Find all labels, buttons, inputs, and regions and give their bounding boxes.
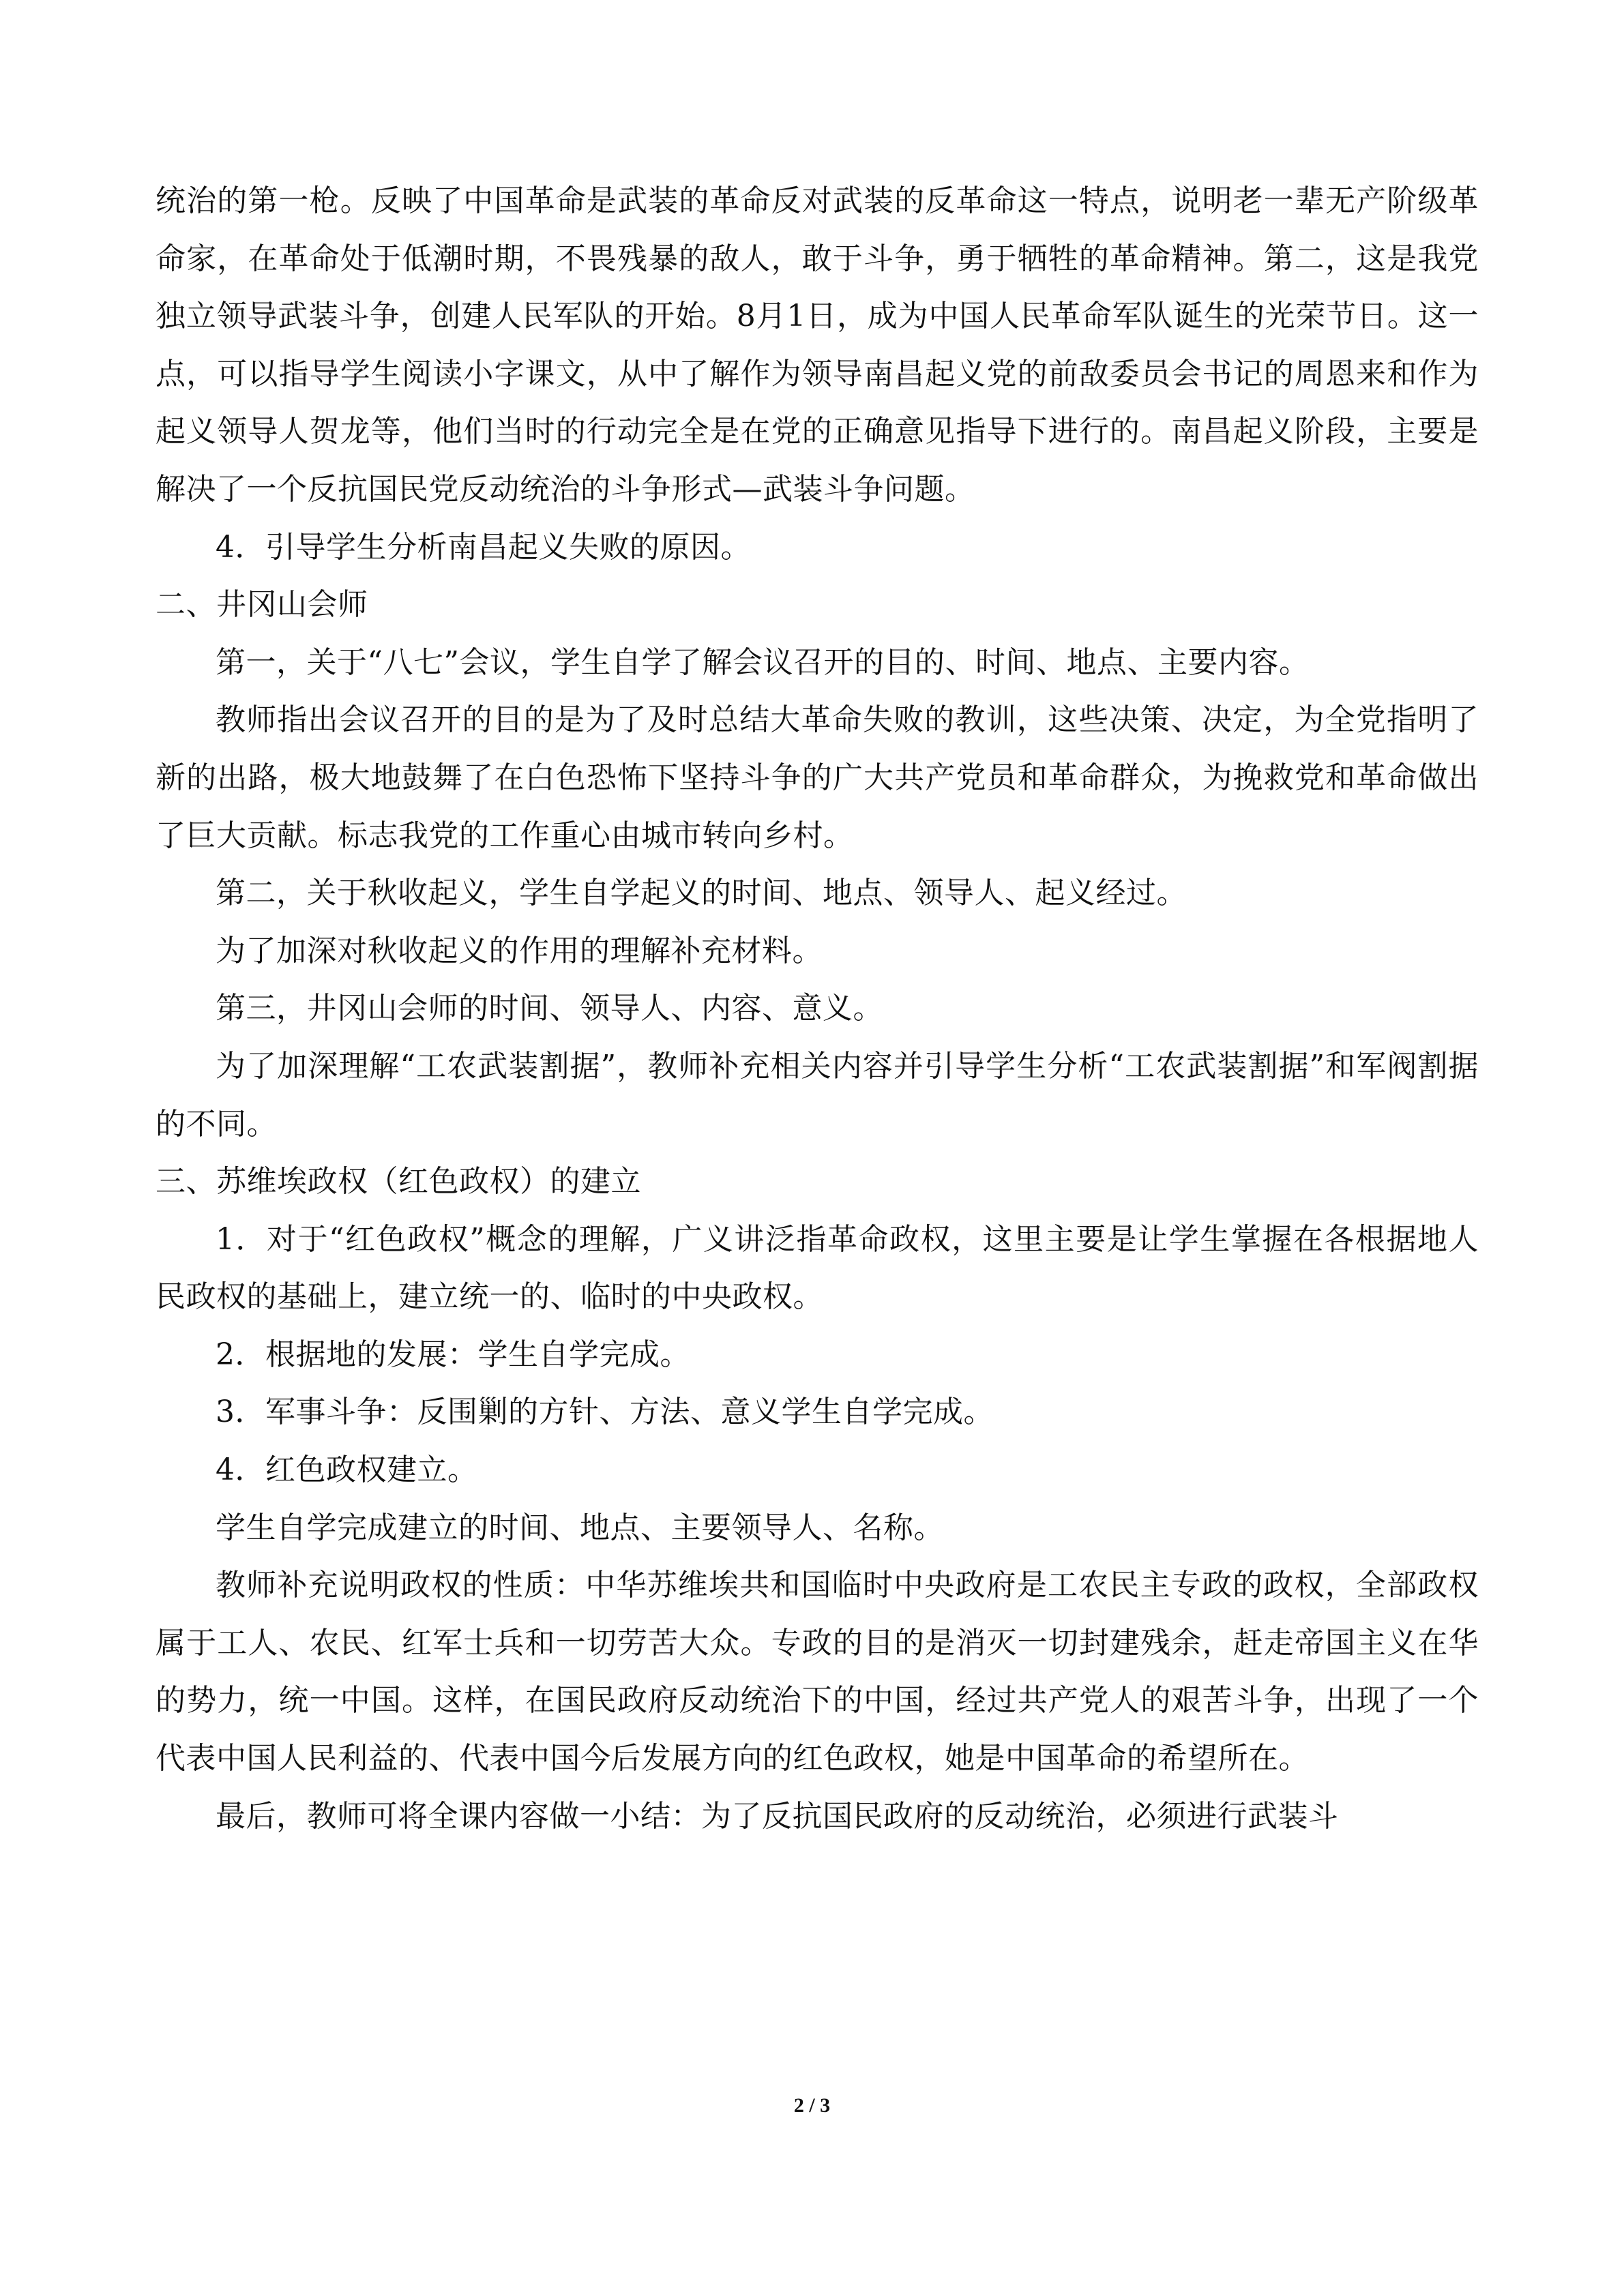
paragraph-nanchang-significance: 统治的第一枪。反映了中国革命是武装的革命反对武装的反革命这一特点，说明老一辈无产阶级革命家，在革命处于低潮时期，不畏残暴的敌人，敢于斗争，勇于牺牲的革命精神。第二，这是我党独立领导武装斗争，创建人民军队的开始。8月1日，成为中国人民革命军队诞生的光荣节日。这一点，可以指导学生阅读小字课文，从中了解作为领导南昌起义党的前敌委员会书记的周恩来和作为起义领导人贺龙等，他们当时的行动完全是在党的正确意见指导下进行的。南昌起义阶段，主要是解决了一个反抗国民党反动统治的斗争形式—武装斗争问题。 [156, 183, 1479, 507]
paragraph-lesson-summary: 最后，教师可将全课内容做一小结：为了反抗国民政府的反动统治，必须进行武装斗 [216, 1798, 1339, 1834]
section-heading-soviet-regime: 三、苏维埃政权（红色政权）的建立 [156, 1164, 641, 1199]
paragraph-autumn-harvest-uprising: 第二，关于秋收起义，学生自学起义的时间、地点、领导人、起义经过。 [216, 876, 1187, 911]
paragraph-meeting-purpose: 教师指出会议召开的目的是为了及时总结大革命失败的教训，这些决策、决定，为全党指明了新的出路，极大地鼓舞了在白色恐怖下坚持斗争的广大共产党员和革命群众，为挽救党和革命做出了巨大贡献。标志我党的工作重心由城市转向乡村。 [156, 702, 1479, 853]
paragraph-supplementary-material: 为了加深对秋收起义的作用的理解补充材料。 [216, 933, 823, 968]
section-heading-jinggangshan: 二、井冈山会师 [156, 587, 368, 623]
paragraph-red-regime-established: 4．红色政权建立。 [216, 1452, 478, 1488]
paragraph-nanchang-failure: 4．引导学生分析南昌起义失败的原因。 [216, 529, 751, 565]
paragraph-jinggangshan-meeting: 第三，井冈山会师的时间、领导人、内容、意义。 [216, 991, 883, 1026]
page-number: 2 / 3 [793, 2094, 831, 2117]
paragraph-red-regime-concept: 1．对于“红色政权”概念的理解，广义讲泛指革命政权，这里主要是让学生掌握在各根据地人民政权的基础上，建立统一的、临时的中央政权。 [156, 1221, 1479, 1315]
paragraph-armed-separatism: 为了加深理解“工农武装割据”，教师补充相关内容并引导学生分析“工农武装割据”和军阀割据的不同。 [156, 1048, 1479, 1142]
document-body [156, 173, 1479, 1845]
paragraph-base-development: 2．根据地的发展：学生自学完成。 [216, 1337, 690, 1372]
paragraph-military-struggle: 3．军事斗争：反围剿的方针、方法、意义学生自学完成。 [216, 1395, 994, 1430]
paragraph-regime-nature: 教师补充说明政权的性质：中华苏维埃共和国临时中央政府是工农民主专政的政权，全部政权属于工人、农民、红军士兵和一切劳苦大众。专政的目的是消灭一切封建残余，赶走帝国主义在华的势力，统一中国。这样，在国民政府反动统治下的中国，经过共产党人的艰苦斗争，出现了一个代表中国人民利益的、代表中国今后发展方向的红色政权，她是中国革命的希望所在。 [156, 1568, 1479, 1776]
paragraph-self-study-details: 学生自学完成建立的时间、地点、主要领导人、名称。 [216, 1510, 944, 1545]
paragraph-august-seventh-meeting: 第一，关于“八七”会议，学生自学了解会议召开的目的、时间、地点、主要内容。 [216, 644, 1310, 680]
